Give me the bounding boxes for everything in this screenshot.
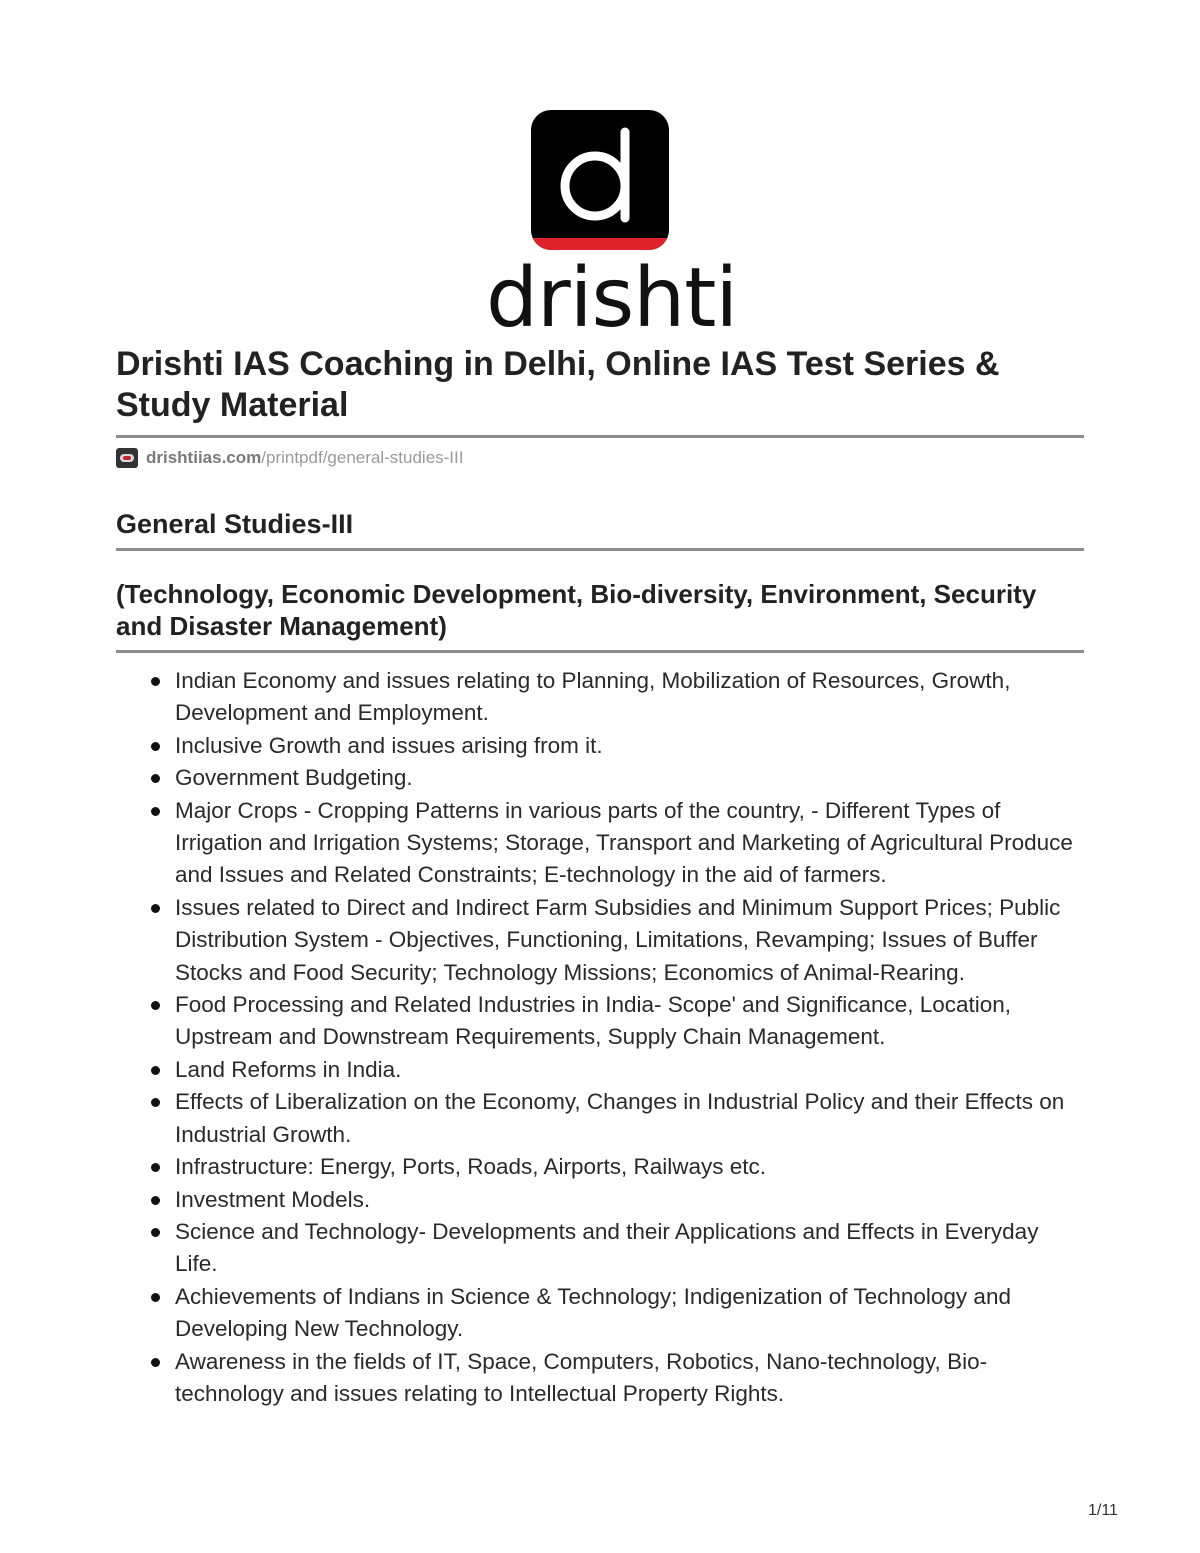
list-item [116, 1151, 1084, 1183]
bullet-icon [151, 1293, 160, 1302]
list-item [116, 795, 1084, 892]
list-item [116, 1216, 1084, 1281]
source-path: /printpdf/general-studies-III [261, 448, 464, 467]
list-item [116, 1281, 1084, 1346]
list-item-text: Science and Technology- Developments and their Applications and Effects in Everyday Life. [175, 1218, 1039, 1277]
bullet-icon [151, 1358, 160, 1367]
site-favicon-icon [116, 448, 138, 468]
title-divider [116, 435, 1084, 438]
list-item [116, 665, 1084, 730]
list-item [116, 1184, 1084, 1216]
bullet-icon [151, 1066, 160, 1075]
list-item [116, 892, 1084, 989]
list-item-text: Land Reforms in India. [175, 1056, 402, 1082]
bullet-icon [151, 1196, 160, 1205]
bullet-icon [151, 904, 160, 913]
logo-badge [531, 110, 669, 250]
list-item-text: Food Processing and Related Industries in India- Scope' and Significance, Location, Upstream and Downstream Requirements, Supply Chain Management. [175, 992, 1012, 1050]
list-item-text: Indian Economy and issues relating to Planning, Mobilization of Resources, Growth, Development and Employment. [175, 668, 1011, 726]
bullet-icon [151, 742, 160, 751]
section-subtitle: (Technology, Economic Development, Bio-diversity, Environment, Security and Disaster Management) [116, 579, 1037, 641]
list-item-text: Infrastructure: Energy, Ports, Roads, Airports, Railways etc. [175, 1154, 767, 1180]
bullet-icon [151, 1228, 160, 1237]
bullet-icon [151, 677, 160, 686]
d-letter-icon [531, 110, 669, 250]
section-title: General Studies-III [116, 509, 354, 539]
source-domain: drishtiias.com [146, 448, 262, 467]
topic-list [116, 665, 1084, 1410]
list-item-text: Issues related to Direct and Indirect Farm Subsidies and Minimum Support Prices; Public Distribution System - Objectives, Functioning, Limitations, Revamping; Issues of Buffer Stocks and Food Security; Technology Missions; Economics of Animal-Rearing. [175, 894, 1061, 985]
list-item [116, 1346, 1084, 1411]
list-item-text: Major Crops - Cropping Patterns in various parts of the country, - Different Types of Irrigation and Irrigation Systems; Storage, Transport and Marketing of Agricultural Produce and Issues and Related Constraints; E-technology in the aid of farmers. [175, 797, 1073, 888]
bullet-icon [151, 1098, 160, 1107]
list-item-text: Investment Models. [175, 1186, 371, 1212]
list-item-text: Awareness in the fields of IT, Space, Computers, Robotics, Nano-technology, Bio-technology and issues relating to Intellectual Property Rights. [175, 1348, 988, 1406]
source-link[interactable] [116, 446, 463, 470]
logo-accent-bar [531, 238, 669, 250]
list-item [116, 1054, 1084, 1086]
list-item-text: Achievements of Indians in Science & Technology; Indigenization of Technology and Developing New Technology. [175, 1283, 1011, 1342]
list-item-text: Inclusive Growth and issues arising from it. [175, 732, 603, 758]
page-title: Drishti IAS Coaching in Delhi, Online IAS Test Series & Study Material [116, 345, 1000, 424]
list-item [116, 730, 1084, 762]
page-number: 1/11 [1088, 1502, 1118, 1519]
bullet-icon [151, 774, 160, 783]
subtitle-divider [116, 650, 1084, 653]
list-item-text: Effects of Liberalization on the Economy, Changes in Industrial Policy and their Effects on Industrial Growth. [175, 1089, 1065, 1147]
list-item [116, 1086, 1084, 1151]
section-divider [116, 548, 1084, 551]
drishti-logo [486, 110, 738, 346]
logo-wordmark: drishti [486, 251, 738, 346]
list-item [116, 762, 1084, 794]
bullet-icon [151, 1163, 160, 1172]
bullet-icon [151, 807, 160, 816]
list-item [116, 989, 1084, 1054]
bullet-icon [151, 1001, 160, 1010]
list-item-text: Government Budgeting. [175, 765, 413, 791]
